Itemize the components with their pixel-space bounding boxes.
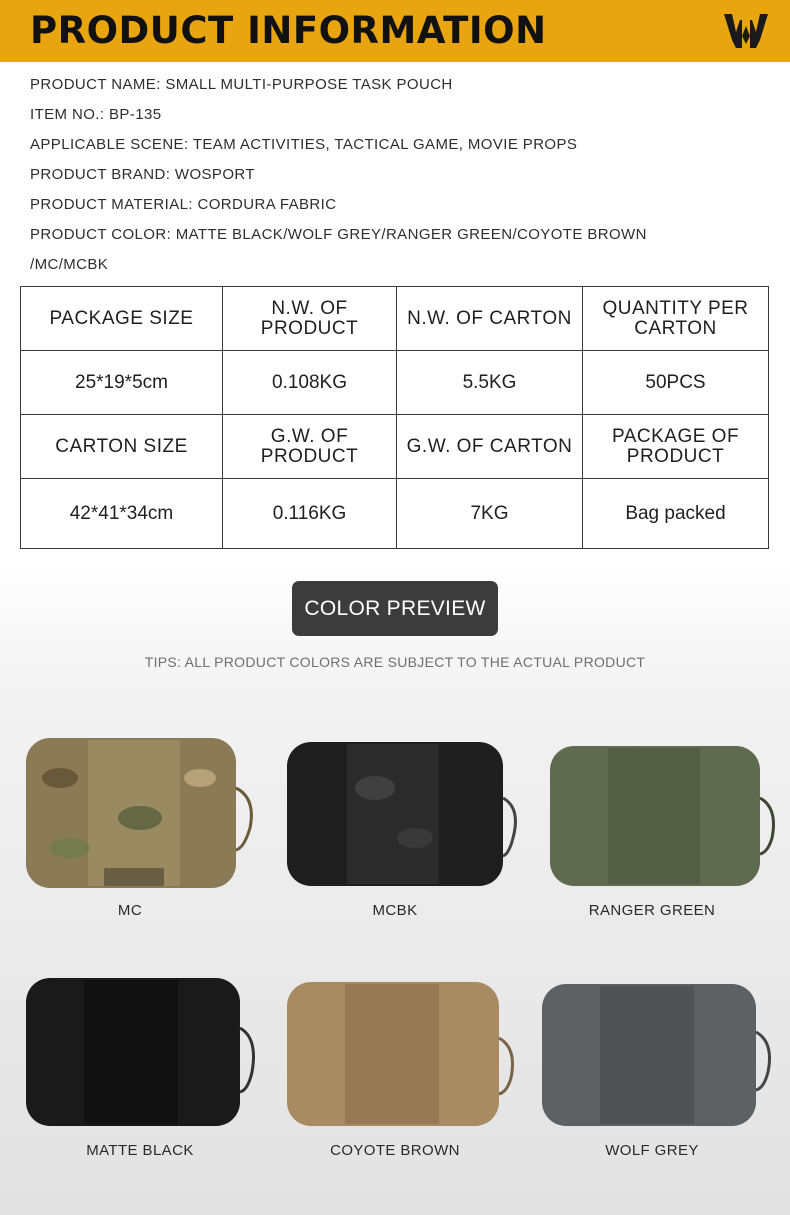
table-cell: 42*41*34cm bbox=[21, 479, 223, 549]
color-swatch-wolf-grey[interactable] bbox=[522, 968, 782, 1198]
table-cell: 50PCS bbox=[583, 351, 769, 415]
table-cell: Bag packed bbox=[583, 479, 769, 549]
info-product-material: PRODUCT MATERIAL: CORDURA FABRIC bbox=[30, 196, 337, 213]
table-cell: 5.5KG bbox=[397, 351, 583, 415]
swatch-label: COYOTE BROWN bbox=[330, 1142, 460, 1159]
page-title: PRODUCT INFORMATION bbox=[30, 9, 547, 52]
table-row bbox=[21, 351, 769, 415]
tips-note: TIPS: ALL PRODUCT COLORS ARE SUBJECT TO THE ACTUAL PRODUCT bbox=[144, 654, 646, 670]
info-product-color-cont: /MC/MCBK bbox=[30, 256, 109, 273]
table-header-cell: G.W. OF PRODUCT bbox=[223, 415, 397, 479]
swatch-label: WOLF GREY bbox=[605, 1142, 699, 1159]
table-cell: 7KG bbox=[397, 479, 583, 549]
info-product-brand: PRODUCT BRAND: WOSPORT bbox=[30, 166, 255, 183]
pouch-image-matte-black bbox=[10, 968, 270, 1138]
swatch-label: MC bbox=[117, 902, 143, 919]
spec-table bbox=[20, 286, 769, 549]
table-header-cell: PACKAGE SIZE bbox=[21, 287, 223, 351]
swatch-label: MCBK bbox=[372, 902, 418, 919]
brand-w-logo-icon bbox=[722, 10, 770, 52]
info-product-name: PRODUCT NAME: SMALL MULTI-PURPOSE TASK POUCH bbox=[30, 76, 453, 93]
swatch-label: MATTE BLACK bbox=[86, 1142, 194, 1159]
table-header-cell: N.W. OF PRODUCT bbox=[223, 287, 397, 351]
table-cell: 0.108KG bbox=[223, 351, 397, 415]
table-header-cell: CARTON SIZE bbox=[21, 415, 223, 479]
color-swatch-coyote-brown[interactable] bbox=[265, 968, 525, 1198]
table-cell: 0.116KG bbox=[223, 479, 397, 549]
table-row bbox=[21, 479, 769, 549]
pouch-image-coyote-brown bbox=[265, 968, 525, 1138]
pouch-image-ranger-green bbox=[522, 728, 782, 898]
pouch-image-mcbk bbox=[265, 728, 525, 898]
table-header-row bbox=[21, 415, 769, 479]
info-product-color: PRODUCT COLOR: MATTE BLACK/WOLF GREY/RANGER GREEN/COYOTE BROWN bbox=[30, 226, 647, 243]
table-header-cell: N.W. OF CARTON bbox=[397, 287, 583, 351]
color-swatch-matte-black[interactable] bbox=[10, 968, 270, 1198]
swatch-label: RANGER GREEN bbox=[588, 902, 716, 919]
table-header-cell: PACKAGE OF PRODUCT bbox=[583, 415, 769, 479]
color-swatch-mcbk[interactable] bbox=[265, 728, 525, 958]
info-item-no: ITEM NO.: BP-135 bbox=[30, 106, 162, 123]
info-applicable-scene: APPLICABLE SCENE: TEAM ACTIVITIES, TACTICAL GAME, MOVIE PROPS bbox=[30, 136, 578, 153]
table-header-row bbox=[21, 287, 769, 351]
table-cell: 25*19*5cm bbox=[21, 351, 223, 415]
pouch-image-wolf-grey bbox=[522, 968, 782, 1138]
product-info-list bbox=[30, 72, 770, 282]
table-header-cell: G.W. OF CARTON bbox=[397, 415, 583, 479]
table-header-cell: QUANTITY PER CARTON bbox=[583, 287, 769, 351]
color-preview-button[interactable]: COLOR PREVIEW bbox=[292, 581, 498, 636]
color-swatch-mc[interactable] bbox=[0, 728, 260, 958]
color-swatch-ranger-green[interactable] bbox=[522, 728, 782, 958]
pouch-image-mc bbox=[0, 728, 260, 898]
